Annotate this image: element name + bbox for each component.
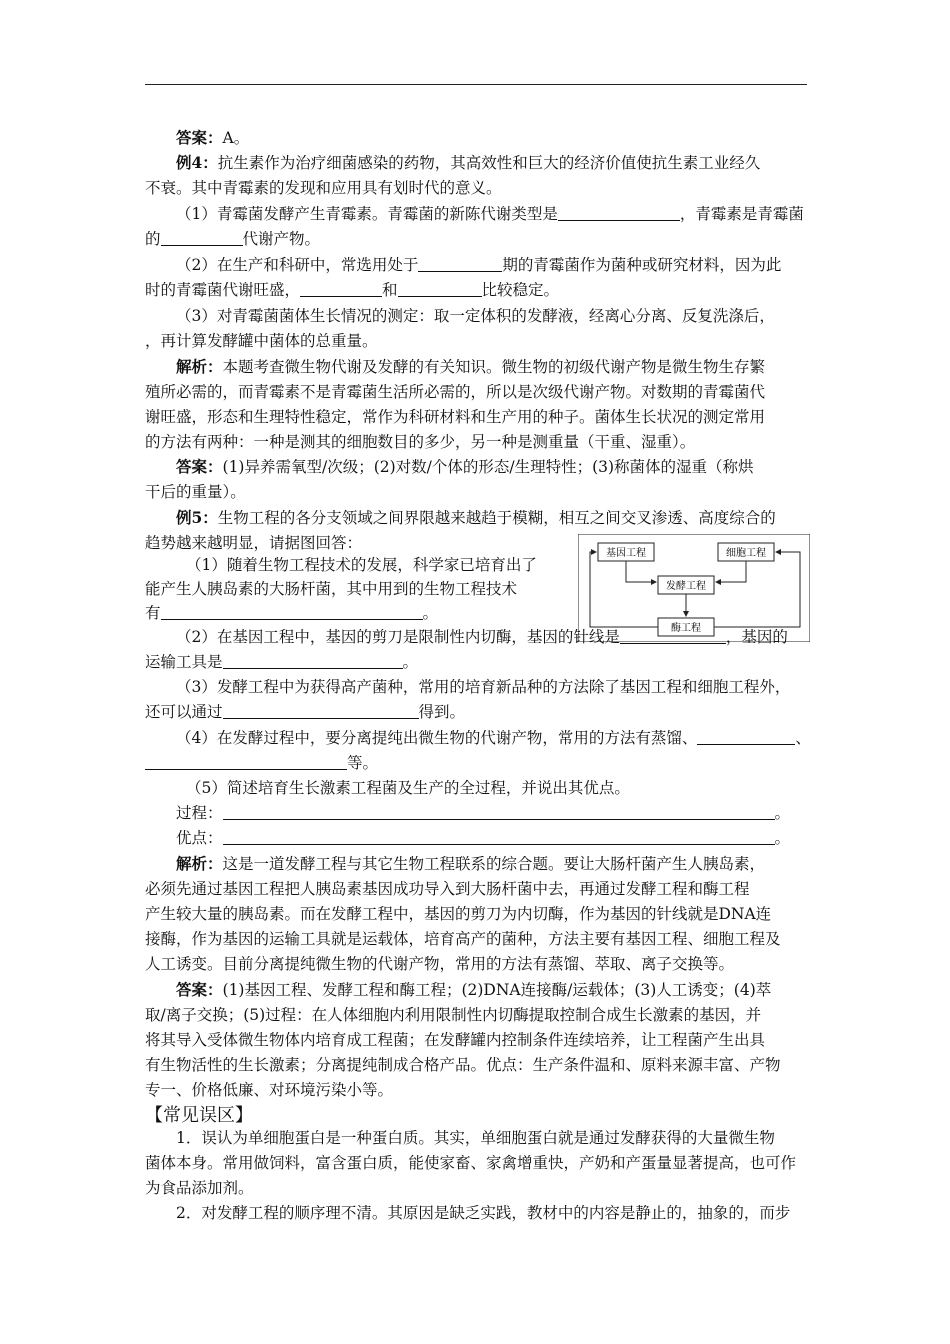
ex5-q4: （4）在发酵过程中，要分离提纯出微生物的代谢产物，常用的方法有蒸馏、 、 (176, 729, 811, 747)
ex5-q2: （2）在基因工程中，基因的剪刀是限制性内切酶，基因的针线是 ，基因的 (176, 628, 788, 646)
ex4-q3: （3）对青霉菌菌体生长情况的测定：取一定体积的发酵液，经离心分离、反复洗涤后， (176, 307, 775, 325)
mistake-1: 1．误认为单细胞蛋白是一种蛋白质。其实，单细胞蛋白就是通过发酵获得的大量微生物 (176, 1129, 775, 1147)
ex4-parse-4: 的方法有两种：一种是测其的细胞数目的多少，另一种是测重量（干重、湿重）。 (145, 433, 696, 451)
process-blank[interactable] (223, 804, 775, 820)
ex5-answer-3: 将其导入受体微生物体内培育成工程菌；在发酵罐内控制条件连续培养，让工程菌产生出具 (145, 1031, 766, 1049)
blank[interactable] (145, 754, 347, 770)
blank[interactable] (398, 281, 482, 297)
ex5-q1-cont: 能产生人胰岛素的大肠杆菌，其中用到的生物工程技术 (145, 580, 518, 598)
ex5-answer-4: 有生物活性的生长激素；分离提纯制成合格产品。优点：生产条件温和、原料来源丰富、产物 (145, 1056, 781, 1074)
bioengineering-diagram (578, 534, 810, 642)
ex5-parse: 解析：这是一道发酵工程与其它生物工程联系的综合题。要让大肠杆菌产生人胰岛素， (176, 854, 766, 873)
ex4-answer-2: 干后的重量）。 (145, 483, 246, 501)
ex5-parse-4: 接酶，作为基因的运输工具就是运载体，培育高产的菌种，方法主要有基因工程、细胞工程及 (145, 930, 781, 948)
blank[interactable] (300, 281, 382, 297)
ex5-answer-5: 专一、价格低廉、对环境污染小等。 (145, 1081, 394, 1099)
ex5-parse-2: 必须先通过基因工程把人胰岛素基因成功导入到大肠杆菌中去，再通过发酵工程和酶工程 (145, 880, 750, 898)
merit-blank[interactable] (223, 829, 775, 845)
ex4-parse-3: 谢旺盛，形态和生理特性稳定，常作为科研材料和生产用的种子。菌体生长状况的测定常用 (145, 408, 766, 426)
blank[interactable] (223, 703, 419, 719)
section-heading: 【常见误区】 (145, 1105, 253, 1126)
ex5-q1-cont-2: 有 。 (145, 604, 439, 622)
top-answer-line: 答案：A。 (176, 128, 250, 147)
mistake-2: 2．对发酵工程的顺序理不清。其原因是缺乏实践，教材中的内容是静止的，抽象的，而步 (176, 1204, 791, 1222)
blank[interactable] (223, 653, 403, 669)
ex5-merit-line: 优点： 。 (176, 829, 791, 847)
ex5-parse-3: 产生较大量的胰岛素。而在发酵工程中，基因的剪刀为内切酶，作为基因的针线就是DNA连 (145, 905, 772, 923)
ex4-intro-cont: 不衰。其中青霉素的发现和应用具有划时代的意义。 (145, 179, 502, 197)
blank[interactable] (620, 628, 726, 644)
cell-engineering-label: 细胞工程 (726, 548, 766, 559)
blank[interactable] (558, 205, 680, 221)
ex5-intro-cont: 趋势越来越明显，请据图回答： (145, 534, 363, 552)
ex4-q3-cont: ，再计算发酵罐中菌体的总重量。 (145, 332, 378, 350)
ex4-q2-cont: 时的青霉菌代谢旺盛， 和 比较稳定。 (145, 281, 560, 299)
blank[interactable] (418, 256, 502, 272)
ex5-intro: 例5：生物工程的各分支领域之间界限越来越趋于模糊，相互之间交叉渗透、高度综合的 (176, 508, 776, 527)
ex4-q2: （2）在生产和科研中，常选用处于 期的青霉菌作为菌种或研究材料，因为此 (176, 256, 782, 274)
mistake-1-cont: 菌体本身。常用做饲料，富含蛋白质，能使家畜、家禽增重快，产奶和产蛋量显著提高，也可作 (145, 1154, 797, 1172)
ex5-q4-cont: 等。 (145, 753, 378, 773)
enzyme-engineering-label: 酶工程 (671, 623, 701, 634)
ex4-parse: 解析：本题考查微生物代谢及发酵的有关知识。微生物的初级代谢产物是微生物生存繁 (176, 357, 766, 376)
ex5-answer-2: 取/离子交换；(5)过程：在人体细胞内利用限制性内切酶提取控制合成生长激素的基因，并 (145, 1006, 762, 1024)
ex5-answer: 答案：(1)基因工程、发酵工程和酶工程；(2)DNA连接酶/运载体；(3)人工诱变；(4)萃 (176, 980, 772, 999)
ex4-intro: 例4：抗生素作为治疗细菌感染的药物，其高效性和巨大的经济价值使抗生素工业经久 (176, 153, 761, 172)
blank[interactable] (161, 230, 243, 246)
ex5-parse-5: 人工诱变。目前分离提纯微生物的代谢产物，常用的方法有蒸馏、萃取、离子交换等。 (145, 955, 735, 973)
ex4-parse-2: 殖所必需的，而青霉素不是青霉菌生活所必需的，所以是次级代谢产物。对数期的青霉菌代 (145, 383, 766, 401)
ex4-answer: 答案：(1)异养需氧型/次级；(2)对数/个体的形态/生理特性；(3)称菌体的湿重（称烘 (176, 457, 754, 476)
blank[interactable] (161, 604, 423, 620)
header-rule (145, 84, 807, 85)
ex5-q2-cont: 运输工具是 。 (145, 653, 419, 671)
fermentation-engineering-label: 发酵工程 (666, 581, 706, 592)
gene-engineering-label: 基因工程 (606, 548, 646, 559)
ex4-q1: （1）青霉菌发酵产生青霉素。青霉菌的新陈代谢类型是 ，青霉素是青霉菌 (176, 205, 804, 223)
ex5-q3: （3）发酵工程中为获得高产菌种，常用的培育新品种的方法除了基因工程和细胞工程外， (176, 678, 791, 696)
ex5-process-line: 过程： 。 (176, 804, 791, 822)
ex4-q1-cont: 的 代谢产物。 (145, 230, 321, 248)
ex5-q3-cont: 还可以通过 得到。 (145, 703, 466, 721)
ex5-q1: （1）随着生物工程技术的发展，科学家已培育出了 (186, 556, 537, 574)
mistake-1-cont-2: 为食品添加剂。 (145, 1179, 254, 1197)
blank[interactable] (697, 729, 795, 745)
ex5-q5: （5）简述培育生长激素工程菌及生产的全过程，并说出其优点。 (186, 779, 630, 797)
